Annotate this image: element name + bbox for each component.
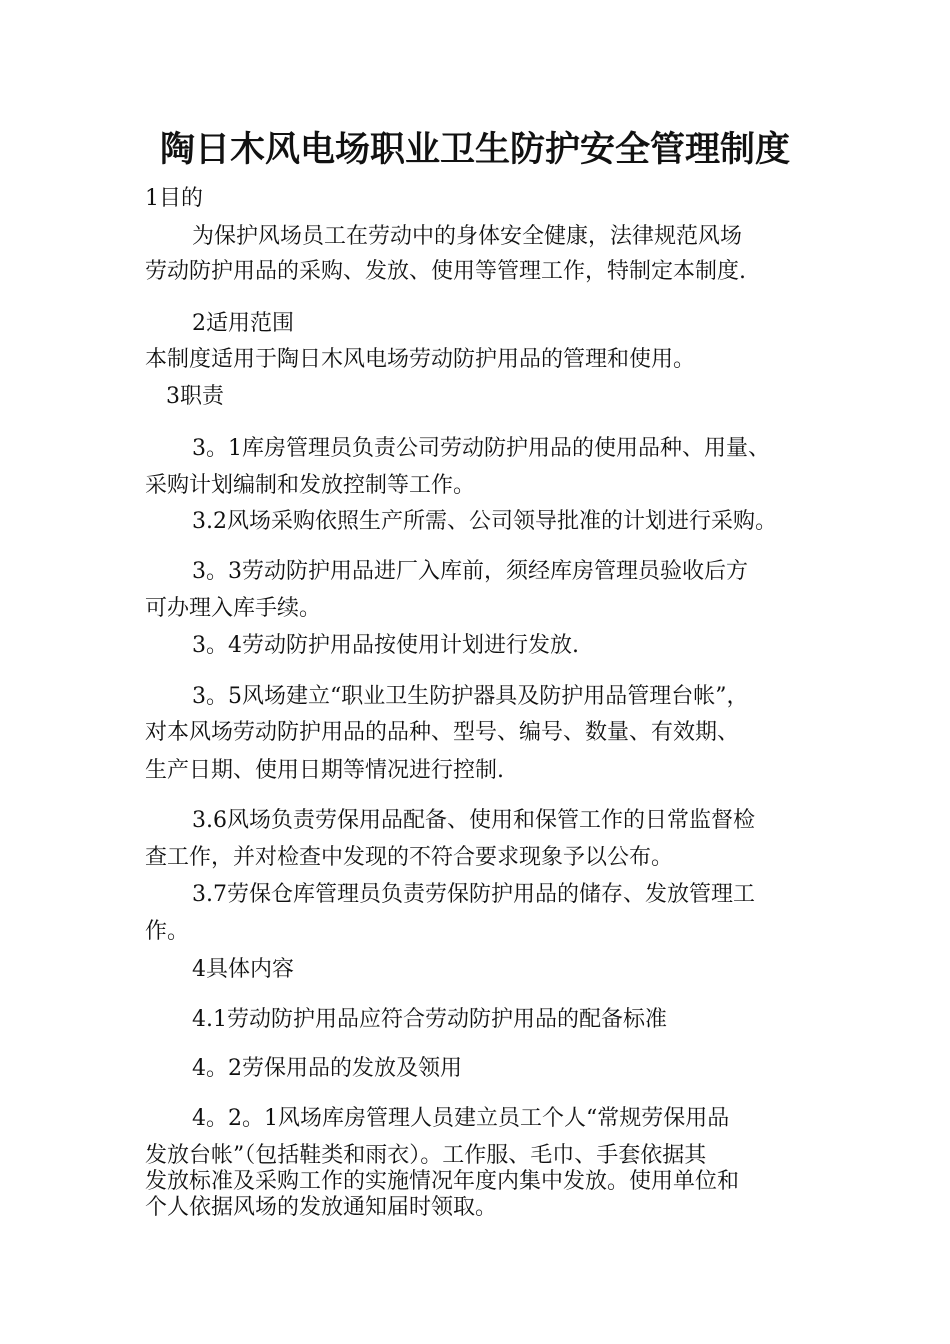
text-line: 4。2。1风场库房管理人员建立员工个人“常规劳保用品: [192, 1106, 730, 1131]
section-heading-purpose: 1目的: [145, 186, 203, 211]
text-line: 3.6风场负责劳保用品配备、使用和保管工作的日常监督检: [192, 808, 755, 833]
text-line: 劳动防护用品的采购、发放、使用等管理工作，特制定本制度.: [145, 259, 746, 284]
text-line: 发放台帐”（包括鞋类和雨衣）。工作服、毛巾、手套依据其: [145, 1143, 707, 1168]
text-line: 发放标准及采购工作的实施情况年度内集中发放。使用单位和: [145, 1169, 740, 1194]
text-line: 个人依据风场的发放通知届时领取。: [145, 1195, 498, 1220]
text-line: 本制度适用于陶日木风电场劳动防护用品的管理和使用。: [145, 347, 696, 372]
text-line: 对本风场劳动防护用品的品种、型号、编号、数量、有效期、: [145, 720, 740, 745]
text-line: 4.1劳动防护用品应符合劳动防护用品的配备标准: [192, 1007, 667, 1032]
text-line: 3。4劳动防护用品按使用计划进行发放.: [192, 633, 579, 658]
section-heading-scope: 2适用范围: [192, 311, 294, 336]
text-line: 3。5风场建立“职业卫生防护器具及防护用品管理台帐”，: [192, 684, 749, 709]
section-heading-content: 4具体内容: [192, 957, 294, 982]
text-line: 3。3劳动防护用品进厂入库前，须经库房管理员验收后方: [192, 559, 748, 584]
text-line: 可办理入库手续。: [145, 596, 322, 621]
text-line: 3.2风场采购依照生产所需、公司领导批准的计划进行采购。: [192, 509, 777, 534]
text-line: 为保护风场员工在劳动中的身体安全健康，法律规范风场: [192, 224, 743, 249]
text-line: 3.7劳保仓库管理员负责劳保防护用品的储存、发放管理工: [192, 882, 755, 907]
text-line: 作。: [145, 919, 190, 944]
section-heading-duties: 3职责: [166, 384, 224, 409]
document-title: 陶日木风电场职业卫生防护安全管理制度: [159, 130, 790, 170]
text-line: 4。2劳保用品的发放及领用: [192, 1056, 462, 1081]
text-line: 查工作，并对检查中发现的不符合要求现象予以公布。: [145, 845, 674, 870]
text-line: 采购计划编制和发放控制等工作。: [145, 473, 476, 498]
text-line: 3。1库房管理员负责公司劳动防护用品的使用品种、用量、: [192, 436, 770, 461]
text-line: 生产日期、使用日期等情况进行控制.: [145, 758, 504, 783]
